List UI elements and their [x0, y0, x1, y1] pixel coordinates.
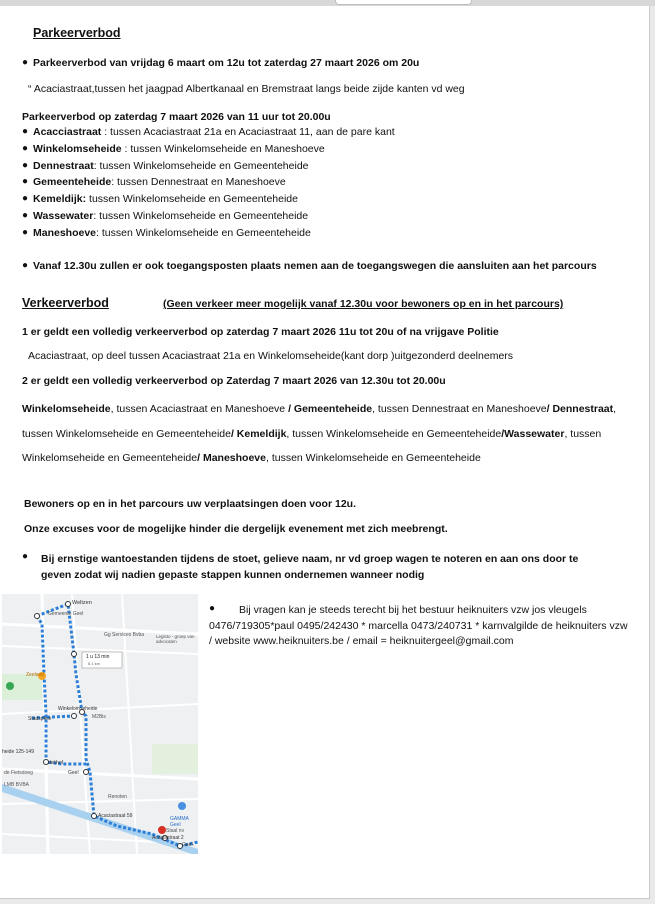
parkeer-item	[33, 193, 298, 206]
parkeer-line2: “ Acaciastraat,tussen het jaagpad Albertkanaal en Bremstraat langs beide zijde kanten vd weg	[28, 83, 465, 95]
contact-line: Bij vragen kan je steeds terecht bij het bestuur heiknuiters vzw jos vleugels 0476/719305*paul 0495/242430 * marcella 0473/240731 * karnvalgilde de heiknuiters vzw / website www.heiknuiters.be / email = heiknuitergeel@gmail.com	[209, 604, 628, 647]
map-label-m2bis: M2Bis	[92, 714, 106, 720]
parkeer-item	[33, 160, 309, 173]
excuses-line: Onze excuses voor de mogelijke hinder die dergelijk evenement met zich meebrengt.	[24, 523, 448, 535]
verkeer-heading: Verkeerverbod	[22, 296, 109, 310]
bullet: ●	[22, 226, 29, 238]
bullet: ●	[22, 57, 29, 68]
street-name: Kemeldijk:	[33, 193, 87, 206]
parkeer-line3: Parkeerverbod op zaterdag 7 maart 2026 van 11 uur tot 20.00u	[22, 111, 331, 123]
street-description: , tussen Acaciastraat en Maneshoeve	[110, 403, 289, 415]
map-label-heide: heide 125-149	[2, 749, 34, 755]
map-label-geel: Geel	[68, 770, 79, 776]
street-description: : tussen Winkelomseheide en Gemeenteheide	[93, 159, 309, 172]
bullet: ●	[22, 193, 29, 205]
map-label-staalnv: Staal nv	[166, 828, 185, 834]
street-description: , tussen Dennestraat en Maneshoeve	[372, 403, 547, 415]
verkeer-subheading: (Geen verkeer meer mogelijk vanaf 12.30u voor bewoners op en in het parcours)	[163, 298, 564, 310]
street-name: / Kemeldijk	[230, 427, 287, 440]
map-label-acacia21: Acaciastraat 2	[152, 835, 184, 841]
bullet: ●	[22, 142, 29, 154]
bullet: ●	[22, 551, 29, 562]
street-name: / Dennestraat	[546, 403, 614, 415]
toegang-line: Vanaf 12.30u zullen er ook toegangsposten plaats nemen aan de toegangswegen die aansluiten aan het parcours	[33, 260, 597, 272]
verkeer-streets	[22, 397, 622, 471]
parkeer-item	[33, 126, 395, 139]
street-name: Winkelomseheide	[22, 403, 111, 415]
bullet: ●	[22, 210, 29, 221]
map-label-distkm: 6,1 km	[88, 661, 101, 666]
street-name: Maneshoeve	[33, 226, 97, 239]
street-description: : tussen Winkelomseheide en Gemeenteheide	[93, 210, 309, 222]
verkeer-line1: 1 er geldt een volledig verkeerverbod op zaterdag 7 maart 2026 11u tot 20u of na vrijgave Politie	[22, 326, 499, 338]
verkeer-line3: 2 er geldt een volledig verkeerverbod op Zaterdag 7 maart 2026 van 12.30u tot 20.00u	[22, 375, 446, 387]
map-label-gemeente: Gemeente Geel	[48, 611, 84, 617]
street-name: Gemeenteheide	[33, 176, 112, 189]
bullet: ●	[22, 159, 29, 171]
street-name: / Maneshoeve	[197, 452, 266, 464]
street-name: / Gemeenteheide	[288, 403, 373, 415]
street-description: : tussen Dennestraat en Maneshoeve	[111, 176, 286, 189]
map-label-zeeland: Zeeland	[26, 672, 45, 678]
street-description: tussen Winkelomseheide en Gemeenteheide	[86, 193, 298, 206]
map-label-legisto: Legisto - groep van advocaten	[156, 634, 195, 644]
parkeer-item	[33, 143, 325, 156]
bullet: ●	[22, 126, 29, 137]
bullet: ●	[22, 176, 29, 188]
parkeer-item	[33, 176, 286, 189]
map-label-gamma: GAMMA Geel	[170, 816, 189, 828]
map-label-lmb: LMB BVBA	[4, 782, 30, 788]
map-label-geelx: Geel-	[182, 842, 195, 848]
street-description: , tussen Winkelomseheide en Gemeenteheide	[22, 403, 617, 440]
parkeer-line1: Parkeerverbod van vrijdag 6 maart om 12u tot zaterdag 27 maart 2026 om 20u	[33, 57, 420, 69]
street-description: , tussen Winkelomseheide en Gemeenteheide	[22, 427, 602, 464]
bewoners-line: Bewoners op en in het parcours uw verplaatsingen doen voor 12u.	[24, 498, 356, 510]
map-label-dist: 1 u 13 min	[86, 654, 110, 660]
bullet: ●	[22, 260, 29, 271]
map-label-dekhof: dekhof	[48, 760, 64, 766]
street-name: Acacciastraat	[33, 126, 102, 138]
map-label-stadsplein: Stadsplein	[28, 716, 52, 722]
street-description: : tussen Acaciastraat 21a en Acaciastraat 11, aan de pare kant	[101, 126, 395, 138]
street-name: Winkelomseheide	[33, 142, 122, 155]
bullet: ●	[209, 603, 216, 614]
parkeer-heading: Parkeerverbod	[33, 26, 121, 40]
ernstig-line: Bij ernstige wantoestanden tijdens de stoet, gelieve naam, nr vd groep wagen te noteren en aan ons door te geven zodat wij nadien gepaste stappen kunnen ondernemen wanneer nodig	[41, 553, 579, 581]
map-label-kerkhof: Winkelomseheide	[58, 706, 98, 712]
street-name: /Wassewater	[501, 427, 565, 440]
parkeer-item	[33, 210, 308, 223]
map-label-fietsdoeg: de Fietsdoeg	[4, 770, 33, 776]
map-label-weltzen: Weltzen	[72, 600, 92, 606]
parkeer-item	[33, 227, 311, 240]
street-description: , tussen Winkelomseheide en Gemeenteheide	[265, 452, 481, 464]
toolbar-tab[interactable]	[335, 0, 472, 5]
map-label-gg: Gg Services Bvba	[104, 632, 145, 638]
map-label-renoten: Renoten	[108, 794, 127, 800]
street-description: : tussen Winkelomseheide en Gemeenteheide	[96, 226, 311, 239]
verkeer-line2: Acaciastraat, op deel tussen Acaciastraat 21a en Winkelomseheide(kant dorp )uitgezonderd deelnemers	[28, 350, 514, 362]
street-description: : tussen Winkelomseheide en Maneshoeve	[121, 142, 325, 155]
street-name: Wassewater	[33, 210, 94, 222]
route-map[interactable]	[2, 594, 198, 854]
map-label-acacia59: Acaciastraat 59	[98, 813, 133, 819]
street-description: , tussen Winkelomseheide en Gemeenteheide	[286, 427, 502, 440]
street-name: Dennestraat	[33, 159, 94, 172]
